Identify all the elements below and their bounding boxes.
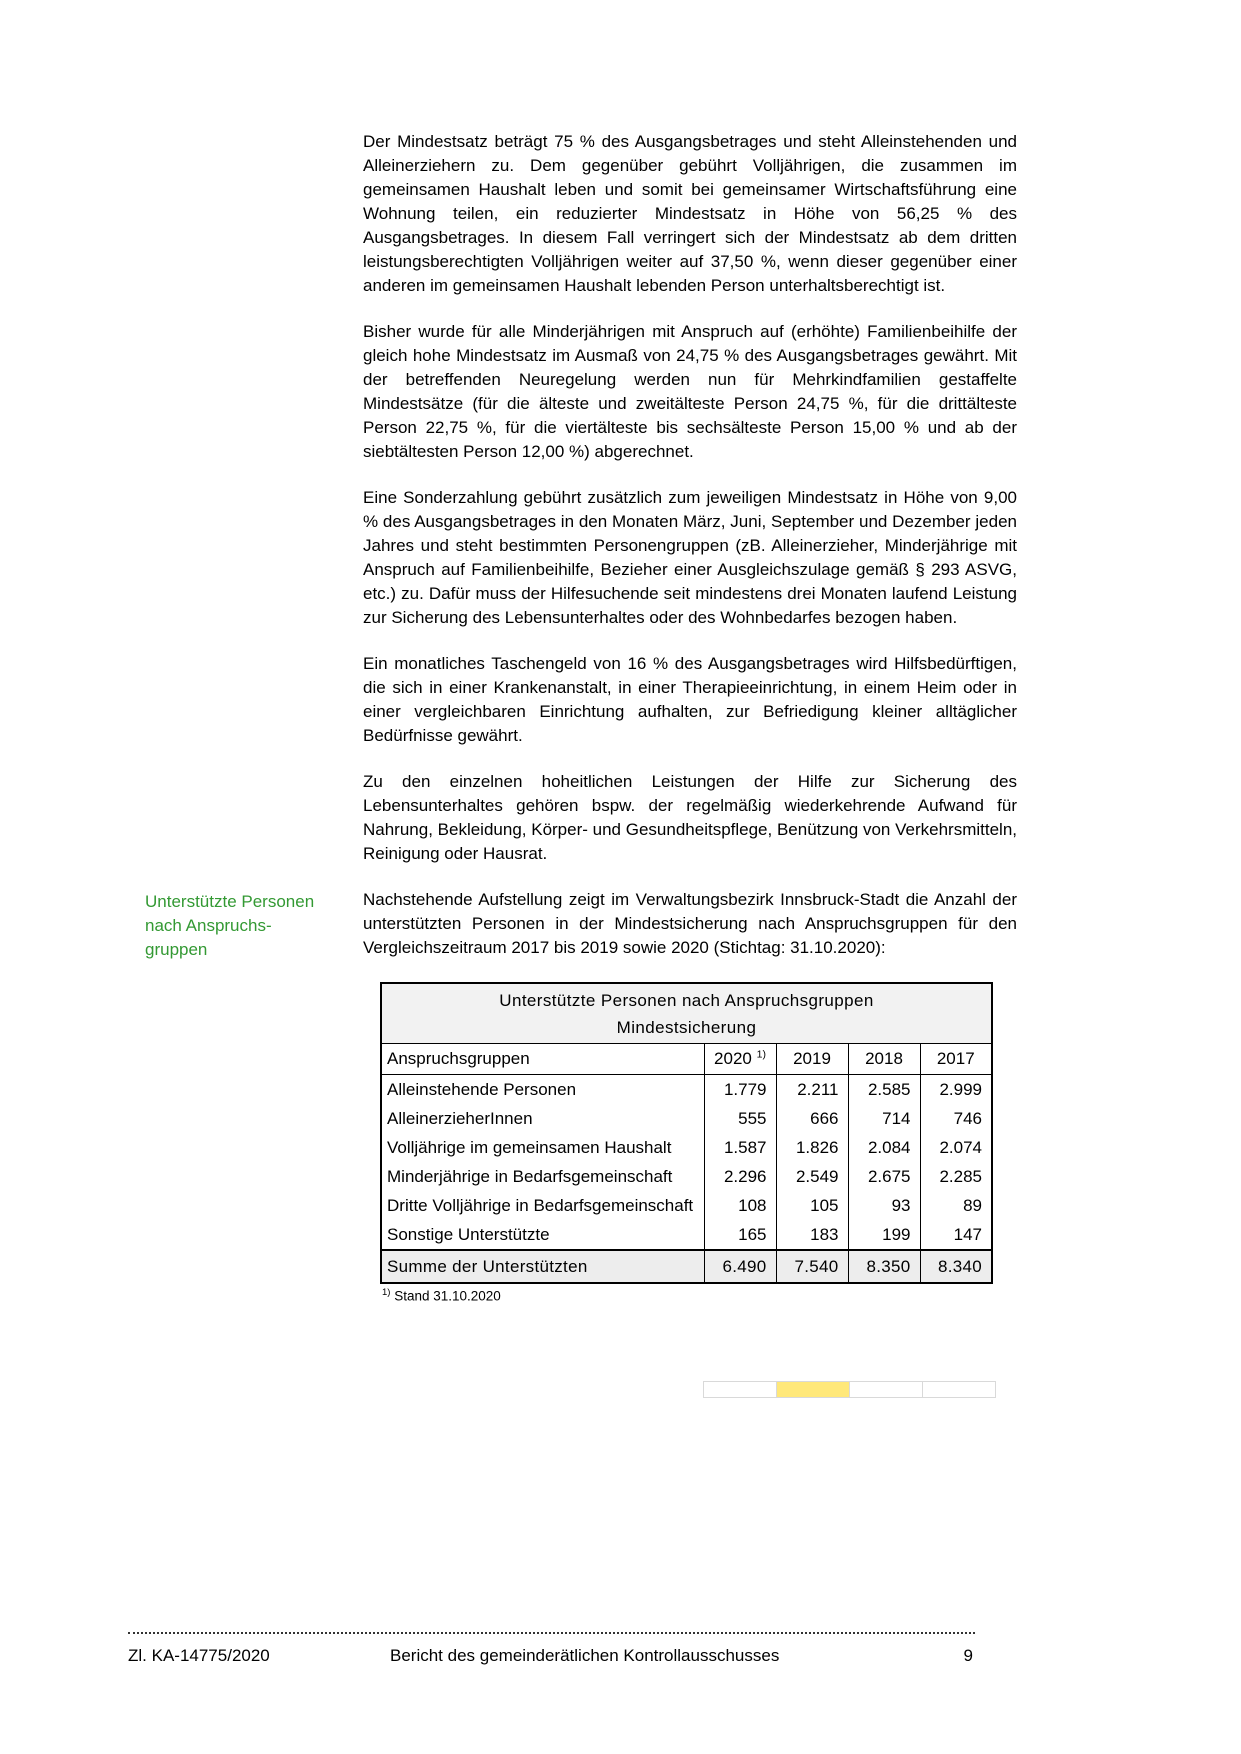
cell-value: 199	[848, 1220, 920, 1250]
cell-value: 165	[704, 1220, 776, 1250]
year-label: 2020	[714, 1049, 752, 1068]
cell-value: 2.675	[848, 1162, 920, 1191]
highlight-artifact	[703, 1381, 996, 1398]
body-paragraph: Der Mindestsatz beträgt 75 % des Ausgangsbetrages und steht Alleinstehenden und Alleinerziehern zu. Dem gegenüber gebührt Volljährigen, die zusammen im gemeinsamen Haushalt leben und somit bei gemeinsamer Wirtschaftsführung eine Wohnung teilen, ein reduzierter Mindestsatz in Höhe von 56,25 % des Ausgangsbetrages. In diesem Fall verringert sich der Mindestsatz ab dem dritten leistungsberechtigten Volljährigen weiter auf 37,50 %, wenn dieser gegenüber einer anderen im gemeinsamen Haushalt lebenden Person unterhaltsberechtigt ist.	[363, 132, 1017, 295]
section-supported-persons	[145, 888, 1017, 960]
cell-value: 2.549	[776, 1162, 848, 1191]
body-paragraph: Nachstehende Aufstellung zeigt im Verwaltungsbezirk Innsbruck-Stadt die Anzahl der unterstützten Personen in der Mindestsicherung nach Anspruchsgruppen für den Vergleichszeitraum 2017 bis 2019 sowie 2020 (Stichtag: 31.10.2020):	[363, 890, 1017, 957]
cell-value: 2.999	[920, 1075, 992, 1105]
row-label: Minderjährige in Bedarfsgemeinschaft	[387, 1166, 673, 1186]
table-row	[381, 1191, 992, 1220]
column-header-groups: Anspruchsgruppen	[381, 1044, 704, 1075]
artifact-cell	[923, 1381, 996, 1398]
table-row	[381, 1104, 992, 1133]
row-label: Volljährige im gemeinsamen Haushalt	[387, 1137, 672, 1157]
table-footnote-mark: 1)	[756, 1048, 766, 1061]
column-header-year: 2019	[776, 1044, 848, 1075]
footer-report-title: Bericht des gemeinderätlichen Kontrollausschusses	[390, 1646, 780, 1665]
table-row	[381, 1220, 992, 1250]
document-body	[145, 130, 1017, 1304]
table-total-row	[381, 1250, 992, 1283]
total-label: Summe der Unterstützten	[381, 1250, 704, 1283]
column-header-year: 2018	[848, 1044, 920, 1075]
column-header-year	[704, 1044, 776, 1075]
cell-value: 746	[920, 1104, 992, 1133]
footnote-text: Stand 31.10.2020	[394, 1288, 501, 1304]
footer-dotted-rule	[128, 1632, 975, 1634]
cell-value: 2.074	[920, 1133, 992, 1162]
table-row	[381, 1075, 992, 1105]
table-footnote	[382, 1287, 1017, 1304]
cell-value: 2.084	[848, 1133, 920, 1162]
cell-value: 2.585	[848, 1075, 920, 1105]
body-paragraph: Bisher wurde für alle Minderjährigen mit Anspruch auf (erhöhte) Familienbeihilfe der gleich hohe Mindestsatz im Ausmaß von 24,75 % des Ausgangsbetrages gewährt. Mit der betreffenden Neuregelung werden nun für Mehrkindfamilien gestaffelte Mindestsätze (für die älteste und zweitälteste Person 24,75 %, für die drittälteste Person 22,75 %, für die viertälteste bis sechsälteste Person 15,00 % und ab der siebtältesten Person 12,00 %) abgerechnet.	[363, 322, 1017, 461]
highlighted-cell	[777, 1381, 850, 1398]
total-value: 7.540	[776, 1250, 848, 1283]
margin-note-line: gruppen	[145, 940, 208, 959]
artifact-cell	[850, 1381, 923, 1398]
cell-value: 2.211	[776, 1075, 848, 1105]
cell-value: 1.587	[704, 1133, 776, 1162]
cell-value: 714	[848, 1104, 920, 1133]
cell-value: 147	[920, 1220, 992, 1250]
cell-value: 666	[776, 1104, 848, 1133]
body-paragraph: Ein monatliches Taschengeld von 16 % des Ausgangsbetrages wird Hilfsbedürftigen, die sich in einer Krankenanstalt, in einer Therapieeinrichtung, in einem Heim oder in einer vergleichbaren Einrichtung aufhalten, zur Befriedigung kleiner alltäglicher Bedürfnisse gewährt.	[363, 654, 1017, 745]
body-paragraph: Zu den einzelnen hoheitlichen Leistungen der Hilfe zur Sicherung des Lebensunterhaltes gehören bspw. der regelmäßig wiederkehrende Aufwand für Nahrung, Bekleidung, Körper- und Gesundheitspflege, Benützung von Verkehrsmitteln, Reinigung oder Hausrat.	[363, 772, 1017, 863]
row-label: Sonstige Unterstützte	[387, 1224, 550, 1244]
cell-value: 183	[776, 1220, 848, 1250]
row-label: Alleinstehende Personen	[387, 1079, 577, 1099]
cell-value: 1.779	[704, 1075, 776, 1105]
total-value: 6.490	[704, 1250, 776, 1283]
cell-value: 1.826	[776, 1133, 848, 1162]
table-subtitle: Mindestsicherung	[381, 1014, 992, 1044]
table-row	[381, 1162, 992, 1191]
margin-note-line: Unterstützte Personen	[145, 892, 315, 911]
cell-value: 108	[704, 1191, 776, 1220]
cell-value: 2.285	[920, 1162, 992, 1191]
body-paragraph: Eine Sonderzahlung gebührt zusätzlich zum jeweiligen Mindestsatz in Höhe von 9,00 % des Ausgangsbetrages in den Monaten März, Juni, September und Dezember jeden Jahres und steht bestimmten Personengruppen (zB. Alleinerzieher, Minderjährige mit Anspruch auf Familienbeihilfe, Bezieher einer Ausgleichszulage gemäß § 293 ASVG, etc.) zu. Dafür muss der Hilfesuchende seit mindestens drei Monaten laufend Leistung zur Sicherung des Lebensunterhaltes oder des Wohnbedarfes bezogen haben.	[363, 488, 1017, 627]
support-groups-table	[380, 982, 993, 1284]
table-title: Unterstützte Personen nach Anspruchsgruppen	[381, 983, 992, 1014]
margin-note	[145, 890, 355, 962]
cell-value: 93	[848, 1191, 920, 1220]
cell-value: 2.296	[704, 1162, 776, 1191]
margin-note-line: nach Anspruchs-	[145, 916, 272, 935]
cell-value: 555	[704, 1104, 776, 1133]
column-header-year: 2017	[920, 1044, 992, 1075]
footer-page-number: 9	[963, 1646, 973, 1665]
table-header-row	[381, 1044, 992, 1075]
total-value: 8.340	[920, 1250, 992, 1283]
table-subtitle-row	[381, 1014, 992, 1044]
footnote-mark: 1)	[382, 1287, 391, 1298]
row-label: Dritte Volljährige in Bedarfsgemeinschaft	[387, 1195, 694, 1215]
table-title-row	[381, 983, 992, 1014]
table-row	[381, 1133, 992, 1162]
row-label: AlleinerzieherInnen	[387, 1108, 533, 1128]
footer-doc-number: Zl. KA-14775/2020	[128, 1646, 270, 1665]
artifact-cell	[703, 1381, 777, 1398]
cell-value: 105	[776, 1191, 848, 1220]
total-value: 8.350	[848, 1250, 920, 1283]
cell-value: 89	[920, 1191, 992, 1220]
